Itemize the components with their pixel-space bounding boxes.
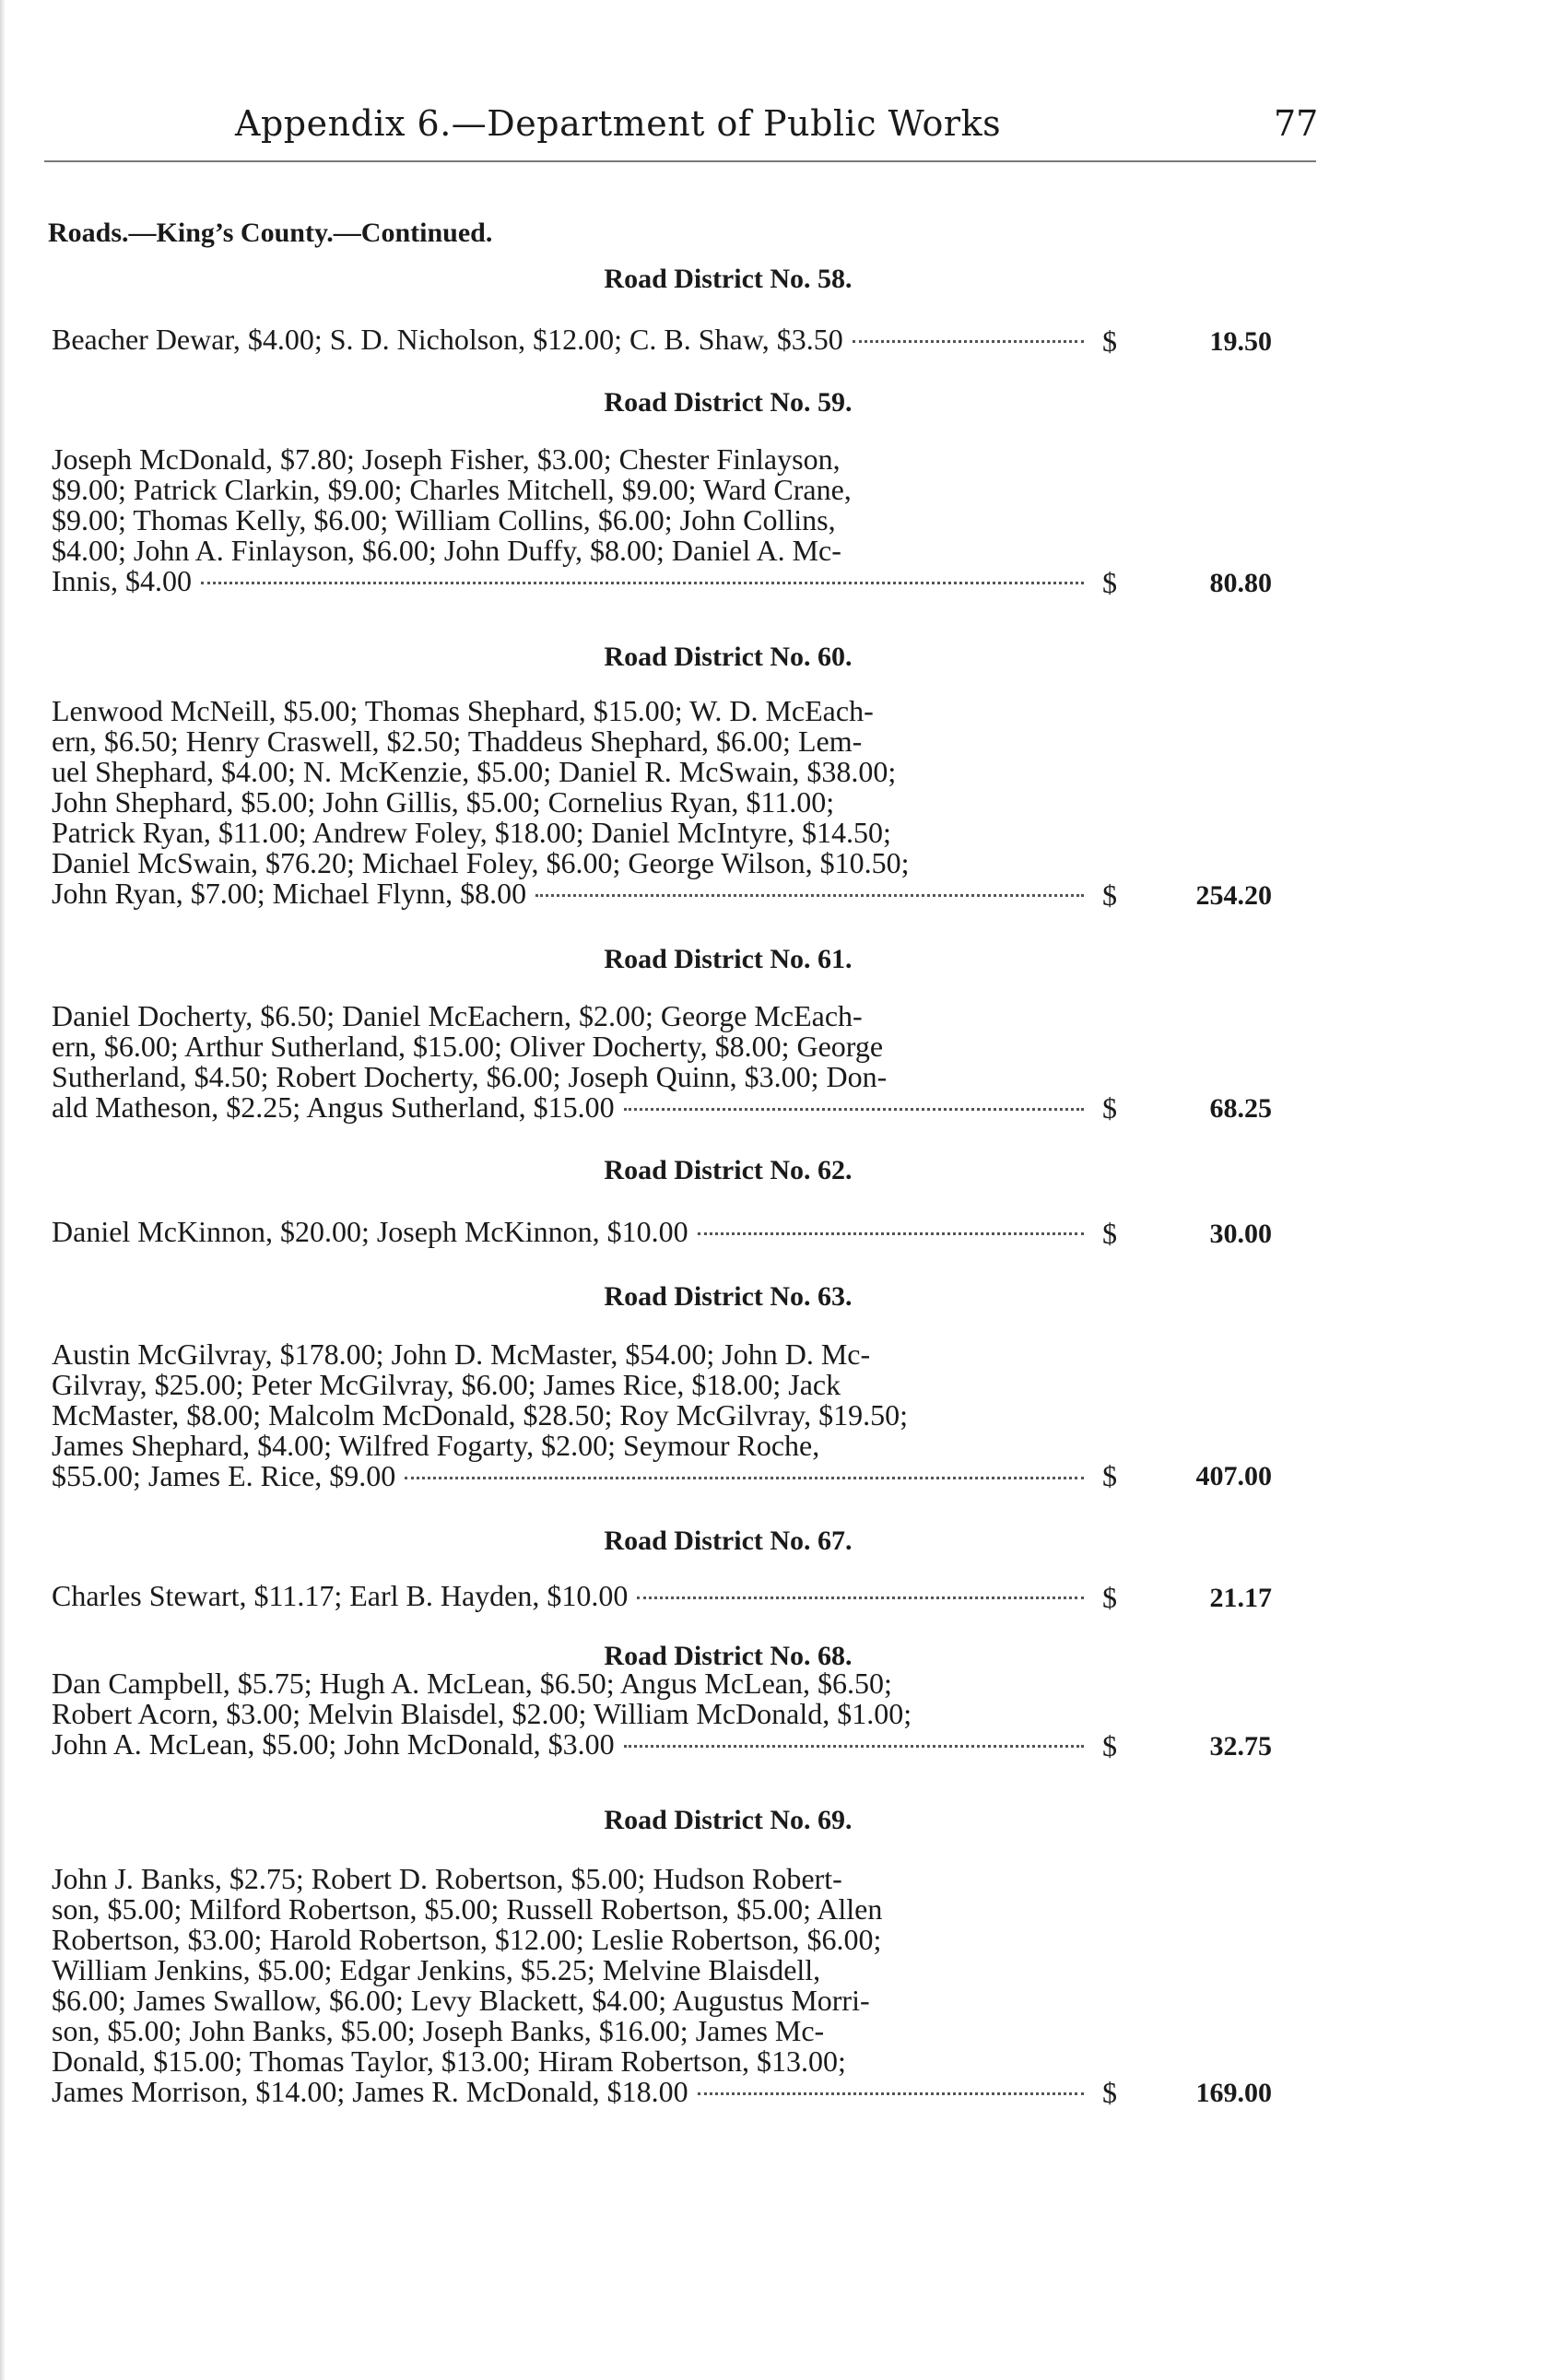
currency-sign: $ xyxy=(1102,1217,1117,1250)
dot-leader xyxy=(637,1596,1084,1599)
district-total: 19.50 xyxy=(1209,326,1272,357)
district-heading: Road District No. 61. xyxy=(604,944,853,974)
payment-line: $9.00; Patrick Clarkin, $9.00; Charles Mitchell, $9.00; Ward Crane, xyxy=(52,473,852,506)
payment-line: Gilvray, $25.00; Peter McGilvray, $6.00; James Rice, $18.00; Jack xyxy=(52,1368,841,1401)
payment-last-line xyxy=(52,1729,1093,1760)
district-payments xyxy=(52,1217,1093,1247)
payment-last-line xyxy=(52,2077,1093,2107)
currency-sign: $ xyxy=(1102,1729,1117,1762)
payment-last-line xyxy=(52,878,1093,909)
payment-line: $9.00; Thomas Kelly, $6.00; William Collins, $6.00; John Collins, xyxy=(52,503,836,536)
district-total: 32.75 xyxy=(1209,1731,1272,1761)
district-payments xyxy=(52,324,1093,355)
currency-sign: $ xyxy=(1102,1581,1117,1614)
payment-line: son, $5.00; Milford Robertson, $5.00; Russell Robertson, $5.00; Allen xyxy=(52,1892,883,1926)
payment-line: James Morrison, $14.00; James R. McDonald, $18.00 xyxy=(52,2075,688,2108)
payment-line: John J. Banks, $2.75; Robert D. Robertson, $5.00; Hudson Robert- xyxy=(52,1862,842,1895)
district-payments xyxy=(52,1864,1093,2107)
dot-leader xyxy=(535,894,1084,897)
district-heading: Road District No. 59. xyxy=(604,387,853,418)
section-title: Roads.—King’s County.—Continued. xyxy=(48,218,493,248)
district-heading: Road District No. 58. xyxy=(604,264,853,294)
payment-last-line xyxy=(52,324,1093,355)
district-total: 21.17 xyxy=(1209,1583,1272,1613)
district-heading: Road District No. 68. xyxy=(604,1641,853,1671)
district-heading: Road District No. 63. xyxy=(604,1281,853,1312)
district-payments xyxy=(52,444,1093,596)
payment-line: John A. McLean, $5.00; John McDonald, $3.00 xyxy=(52,1727,615,1761)
district-payments xyxy=(52,696,1093,909)
district-heading: Road District No. 60. xyxy=(604,642,853,672)
payment-line: Beacher Dewar, $4.00; S. D. Nicholson, $12.00; C. B. Shaw, $3.50 xyxy=(52,323,843,356)
payment-line: ern, $6.00; Arthur Sutherland, $15.00; Oliver Docherty, $8.00; George xyxy=(52,1030,884,1063)
currency-sign: $ xyxy=(1102,566,1117,599)
payment-line: ern, $6.50; Henry Craswell, $2.50; Thaddeus Shephard, $6.00; Lem- xyxy=(52,725,863,758)
district-total: 254.20 xyxy=(1195,880,1272,911)
district-total: 169.00 xyxy=(1195,2078,1272,2108)
payment-last-line xyxy=(52,1461,1093,1491)
payment-line: John Shephard, $5.00; John Gillis, $5.00; Cornelius Ryan, $11.00; xyxy=(52,785,835,819)
district-payments xyxy=(52,1581,1093,1611)
district-heading: Road District No. 67. xyxy=(604,1526,853,1556)
district-total: 68.25 xyxy=(1209,1093,1272,1124)
district-total: 30.00 xyxy=(1209,1219,1272,1249)
currency-sign: $ xyxy=(1102,2076,1117,2109)
district-total: 80.80 xyxy=(1209,568,1272,598)
page-number: 77 xyxy=(1274,103,1319,144)
payment-line: James Shephard, $4.00; Wilfred Fogarty, $2.00; Seymour Roche, xyxy=(52,1429,820,1462)
payment-last-line xyxy=(52,1092,1093,1123)
payment-line: Daniel Docherty, $6.50; Daniel McEachern, $2.00; George McEach- xyxy=(52,999,863,1032)
dot-leader xyxy=(624,1108,1084,1111)
payment-last-line xyxy=(52,1581,1093,1611)
payment-last-line xyxy=(52,566,1093,596)
currency-sign: $ xyxy=(1102,324,1117,358)
running-head: Appendix 6.—Department of Public Works xyxy=(235,103,1002,144)
payment-line: Joseph McDonald, $7.80; Joseph Fisher, $3.00; Chester Finlayson, xyxy=(52,442,841,476)
district-payments xyxy=(52,1001,1093,1123)
payment-line: $6.00; James Swallow, $6.00; Levy Blackett, $4.00; Augustus Morri- xyxy=(52,1984,870,2017)
payment-line: William Jenkins, $5.00; Edgar Jenkins, $5.25; Melvine Blaisdell, xyxy=(52,1953,821,1986)
dot-leader xyxy=(853,340,1084,343)
district-heading: Road District No. 69. xyxy=(604,1805,853,1835)
dot-leader xyxy=(405,1477,1084,1479)
district-payments xyxy=(52,1668,1093,1760)
payment-line: Lenwood McNeill, $5.00; Thomas Shephard, $15.00; W. D. McEach- xyxy=(52,694,874,727)
payment-line: son, $5.00; John Banks, $5.00; Joseph Banks, $16.00; James Mc- xyxy=(52,2014,825,2047)
payment-line: $55.00; James E. Rice, $9.00 xyxy=(52,1459,396,1492)
payment-line: $4.00; John A. Finlayson, $6.00; John Duffy, $8.00; Daniel A. Mc- xyxy=(52,534,841,567)
payment-line: Sutherland, $4.50; Robert Docherty, $6.00; Joseph Quinn, $3.00; Don- xyxy=(52,1060,888,1093)
dot-leader xyxy=(201,582,1084,584)
payment-line: Patrick Ryan, $11.00; Andrew Foley, $18.00; Daniel McIntyre, $14.50; xyxy=(52,816,891,849)
dot-leader xyxy=(624,1745,1084,1748)
payment-line: Innis, $4.00 xyxy=(52,564,192,597)
district-total: 407.00 xyxy=(1195,1461,1272,1491)
district-payments xyxy=(52,1339,1093,1491)
payment-line: Daniel McKinnon, $20.00; Joseph McKinnon, $10.00 xyxy=(52,1215,688,1248)
currency-sign: $ xyxy=(1102,1091,1117,1125)
payment-line: Robert Acorn, $3.00; Melvin Blaisdel, $2.00; William McDonald, $1.00; xyxy=(52,1697,912,1730)
district-heading: Road District No. 62. xyxy=(604,1155,853,1185)
payment-line: Daniel McSwain, $76.20; Michael Foley, $6.00; George Wilson, $10.50; xyxy=(52,846,910,879)
payment-line: Robertson, $3.00; Harold Robertson, $12.00; Leslie Robertson, $6.00; xyxy=(52,1923,882,1956)
currency-sign: $ xyxy=(1102,1459,1117,1492)
payment-line: Dan Campbell, $5.75; Hugh A. McLean, $6.50; Angus McLean, $6.50; xyxy=(52,1667,892,1700)
payment-line: Charles Stewart, $11.17; Earl B. Hayden, $10.00 xyxy=(52,1579,629,1612)
currency-sign: $ xyxy=(1102,878,1117,912)
payment-line: uel Shephard, $4.00; N. McKenzie, $5.00; Daniel R. McSwain, $38.00; xyxy=(52,755,897,788)
dot-leader xyxy=(698,1232,1084,1235)
payment-line: Austin McGilvray, $178.00; John D. McMaster, $54.00; John D. Mc- xyxy=(52,1337,871,1371)
payment-line: Donald, $15.00; Thomas Taylor, $13.00; Hiram Robertson, $13.00; xyxy=(52,2044,846,2078)
payment-line: ald Matheson, $2.25; Angus Sutherland, $15.00 xyxy=(52,1090,615,1124)
dot-leader xyxy=(698,2092,1084,2095)
payment-line: McMaster, $8.00; Malcolm McDonald, $28.50; Roy McGilvray, $19.50; xyxy=(52,1398,908,1432)
payment-last-line xyxy=(52,1217,1093,1247)
payment-line: John Ryan, $7.00; Michael Flynn, $8.00 xyxy=(52,877,527,910)
